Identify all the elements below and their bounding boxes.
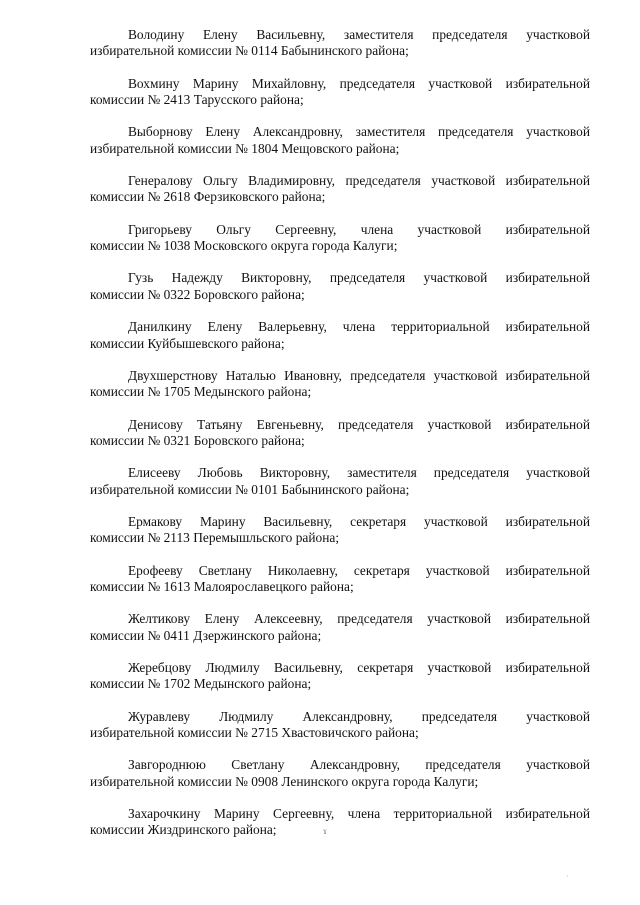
list-item [90, 611, 590, 660]
list-item [90, 757, 590, 806]
entry-line-1: Ермакову Марину Васильевну, секретаря участковой избирательной [128, 513, 590, 529]
list-item [90, 319, 590, 368]
entry-line-1: Журавлеву Людмилу Александровну, председателя участковой [128, 708, 590, 724]
entry-line-1: Захарочкину Марину Сергеевну, члена территориальной избирательной [128, 806, 590, 821]
list-item [90, 222, 590, 271]
entry-line-1: Желтикову Елену Алексеевну, председателя участковой избирательной [128, 611, 590, 627]
list-item [90, 514, 590, 563]
list-item [90, 76, 590, 125]
entry-line-2: комиссии № 1613 Малоярославецкого района; [90, 578, 354, 594]
entry-line-2: комиссии № 1038 Московского округа города Калуги; [90, 238, 398, 254]
entry-line-2: комиссии № 2618 Ферзиковского района; [90, 189, 326, 205]
entry-line-2: комиссии Куйбышевского района; [90, 335, 285, 351]
list-item [90, 709, 590, 758]
list-item [90, 124, 590, 173]
entry-line-2: комиссии № 2413 Тарусского района; [90, 92, 304, 108]
entry-line-2: комиссии Жиздринского района; [90, 822, 277, 838]
entry-line-2: избирательной комиссии № 2715 Хвастовичского района; [90, 725, 419, 741]
list-item [90, 465, 590, 514]
entry-line-1: Денисову Татьяну Евгеньевну, председателя участковой избирательной [128, 416, 590, 432]
entry-line-2: избирательной комиссии № 0114 Бабынинского района; [90, 43, 409, 59]
entry-line-1: Григорьеву Ольгу Сергеевну, члена участковой избирательной [128, 221, 590, 237]
entry-line-1: Вохмину Марину Михайловну, председателя участковой избирательной [128, 75, 590, 91]
list-item [90, 368, 590, 417]
list-item [90, 27, 590, 76]
entry-line-2: комиссии № 0322 Боровского района; [90, 286, 305, 302]
entry-line-1: Жеребцову Людмилу Васильевну, секретаря участковой избирательной [128, 659, 590, 675]
list-item [90, 417, 590, 466]
entry-line-1: Ерофееву Светлану Николаевну, секретаря участковой избирательной [128, 562, 590, 578]
entry-line-2: комиссии № 1702 Медынского района; [90, 676, 312, 692]
list-item [90, 660, 590, 709]
entry-line-1: Володину Елену Васильевну, заместителя председателя участковой [128, 27, 590, 42]
entry-line-1: Генералову Ольгу Владимировну, председателя участковой избирательной [128, 173, 590, 189]
list-item [90, 563, 590, 612]
entry-line-2: комиссии № 0321 Боровского района; [90, 432, 305, 448]
entry-line-1: Гузь Надежду Викторовну, председателя участковой избирательной [128, 270, 590, 286]
entry-line-1: Выборнову Елену Александровну, заместителя председателя участковой [128, 124, 590, 140]
entry-line-2: комиссии № 2113 Перемышльского района; [90, 530, 340, 546]
entry-line-2: избирательной комиссии № 0101 Бабынинского района; [90, 481, 410, 497]
appointee-list [90, 27, 590, 855]
entry-line-2: комиссии № 0411 Дзержинского района; [90, 627, 322, 643]
entry-line-1: Данилкину Елену Валерьевну, члена территориальной избирательной [128, 319, 590, 335]
entry-line-2: избирательной комиссии № 0908 Ленинского округа города Калуги; [90, 773, 479, 789]
scan-dot: · [566, 872, 569, 881]
entry-line-1: Елисееву Любовь Викторовну, заместителя председателя участковой [128, 465, 590, 481]
entry-line-2: комиссии № 1705 Медынского района; [90, 384, 312, 400]
scan-speck: ɤ [323, 826, 327, 836]
entry-line-2: избирательной комиссии № 1804 Мещовского района; [90, 140, 400, 156]
list-item [90, 173, 590, 222]
list-item [90, 270, 590, 319]
entry-line-1: Завгороднюю Светлану Александровну, председателя участковой [128, 757, 590, 773]
list-item [90, 806, 590, 855]
entry-line-1: Двухшерстнову Наталью Ивановну, председателя участковой избирательной [128, 367, 590, 383]
